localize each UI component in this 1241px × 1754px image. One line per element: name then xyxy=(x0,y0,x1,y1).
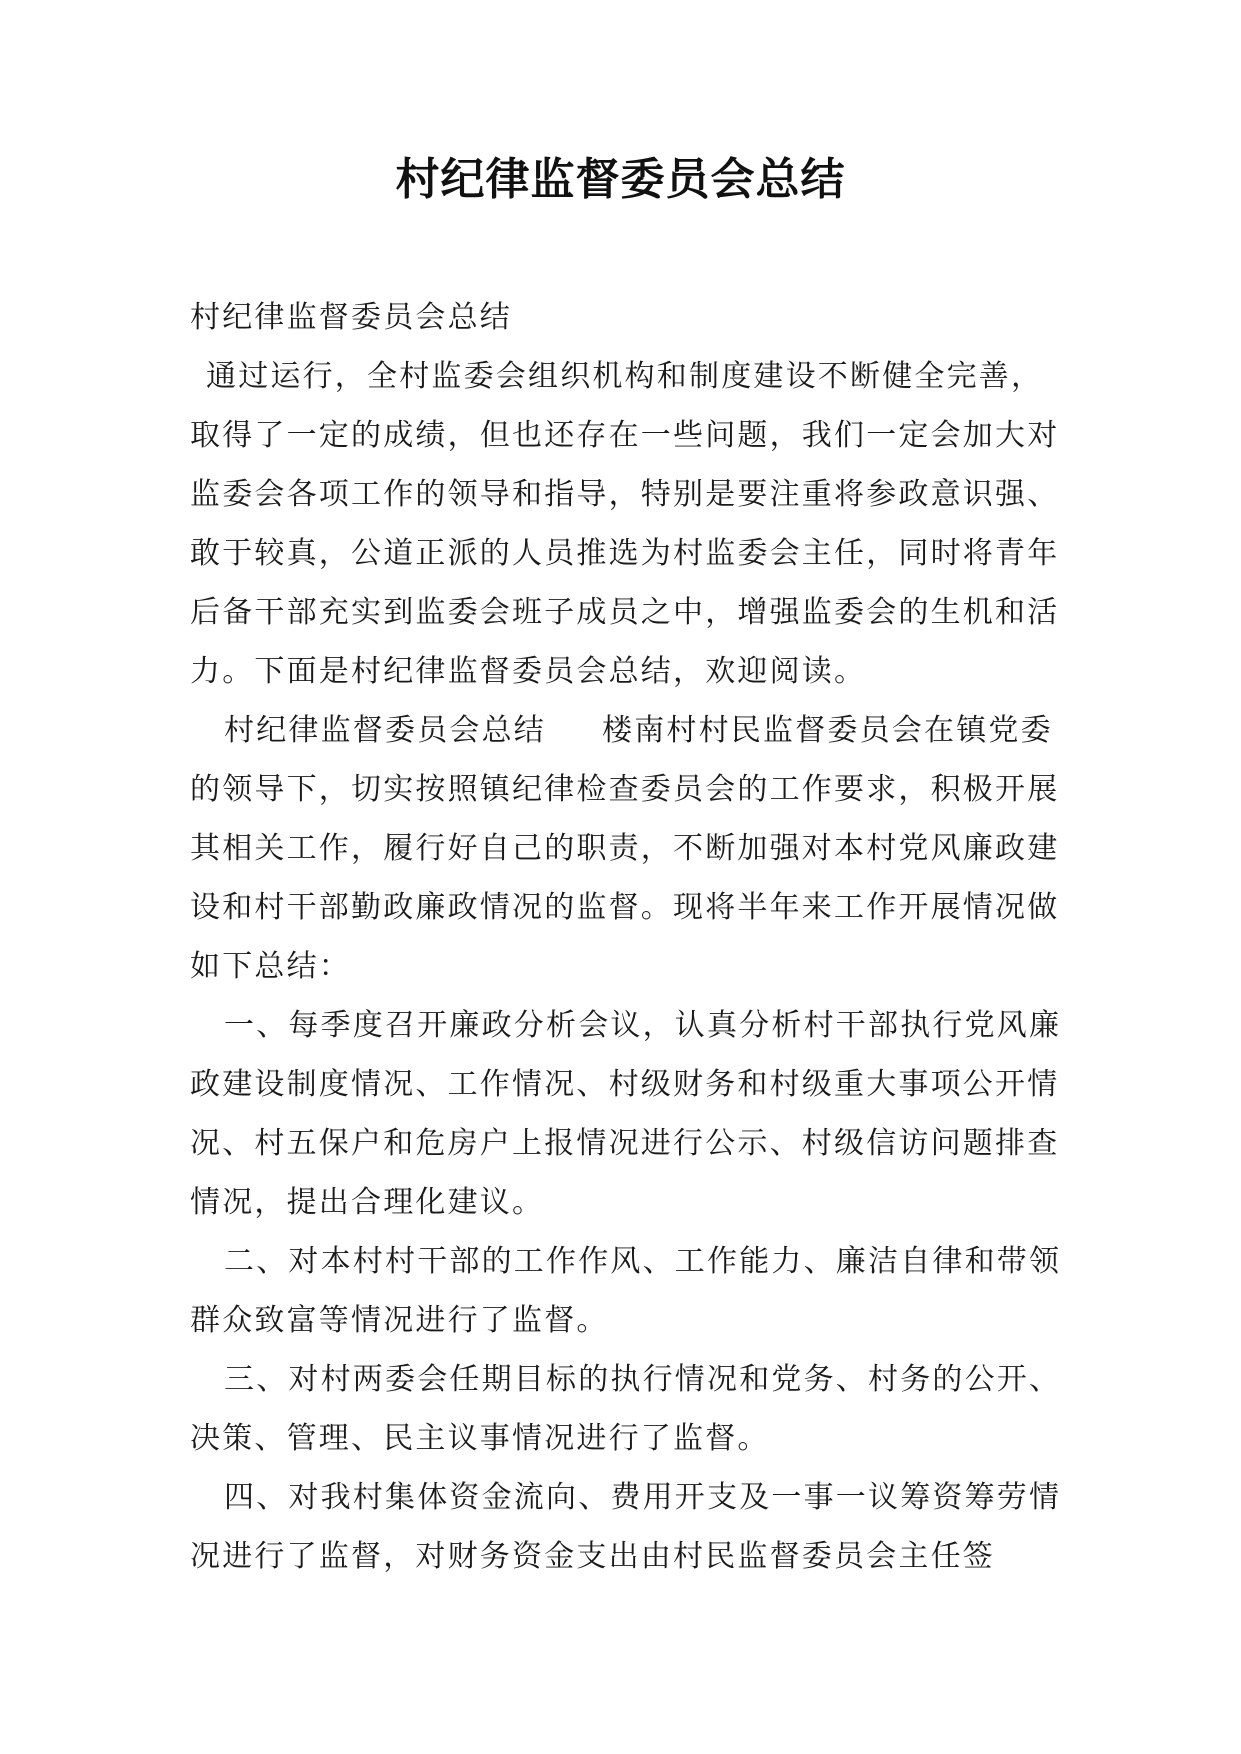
overview-paragraph xyxy=(190,701,1062,996)
subtitle-paragraph: 村纪律监督委员会总结 xyxy=(190,300,512,335)
list-item-1: 一、每季度召开廉政分析会议，认真分析村干部执行党风廉政建设制度情况、工作情况、村级财务和村级重大事项公开情况、村五保户和危房户上报情况进行公示、村级信访问题排查情况，提出合理化建议。 xyxy=(190,1008,1062,1220)
document-body xyxy=(190,288,1062,1586)
inline-heading: 村纪律监督委员会总结 xyxy=(224,713,546,748)
intro-paragraph: 通过运行，全村监委会组织机构和制度建设不断健全完善，取得了一定的成绩，但也还存在一些问题，我们一定会加大对监委会各项工作的领导和指导，特别是要注重将参政意识强、敢于较真，公道正派的人员推选为村监委会主任，同时将青年后备干部充实到监委会班子成员之中，增强监委会的生机和活力。下面是村纪律监督委员会总结，欢迎阅读。 xyxy=(190,359,1060,689)
overview-text: 楼南村村民监督委员会在镇党委的领导下，切实按照镇纪律检查委员会的工作要求，积极开展其相关工作，履行好自己的职责，不断加强对本村党风廉政建设和村干部勤政廉政情况的监督。现将半年来工作开展情况做如下总结： xyxy=(190,713,1060,984)
list-item-4: 四、对我村集体资金流向、费用开支及一事一议筹资筹劳情况进行了监督，对财务资金支出由村民监督委员会主任签 xyxy=(190,1480,1062,1574)
list-item-2: 二、对本村村干部的工作作风、工作能力、廉洁自律和带领群众致富等情况进行了监督。 xyxy=(190,1244,1062,1338)
list-item-3: 三、对村两委会任期目标的执行情况和党务、村务的公开、决策、管理、民主议事情况进行了监督。 xyxy=(190,1362,1062,1456)
document-title: 村纪律监督委员会总结 xyxy=(395,154,846,205)
